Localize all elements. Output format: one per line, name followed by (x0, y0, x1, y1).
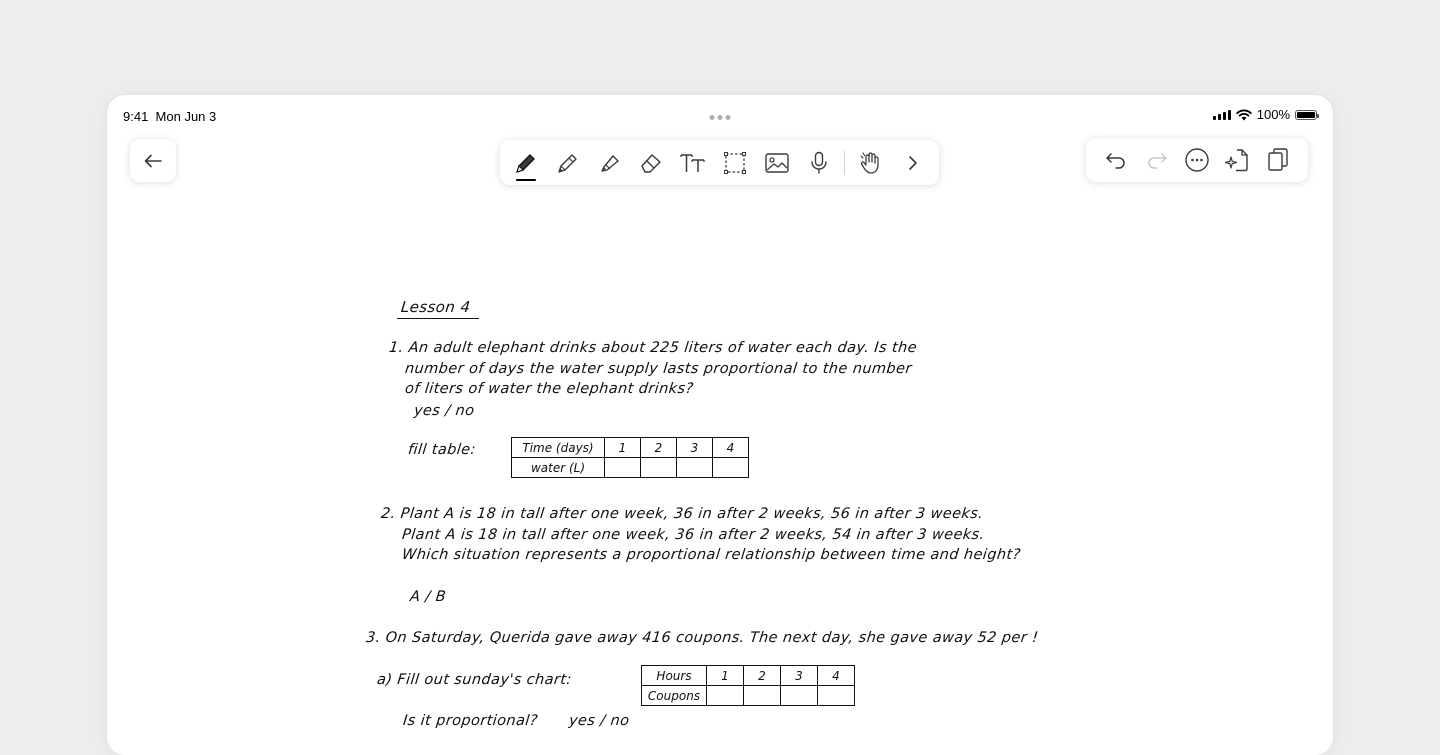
q2-answer: A / B (409, 589, 447, 605)
highlighter-tool[interactable] (594, 147, 626, 179)
table-cell: Hours (642, 666, 707, 686)
table-cell: 2 (641, 438, 677, 458)
table-cell: 3 (781, 666, 818, 686)
q3-proportional-question: Is it proportional? (402, 713, 539, 729)
table-cell: 2 (744, 666, 781, 686)
table-cell: 4 (818, 666, 855, 686)
q2-line1: 2. Plant A is 18 in tall after one week, 36 in after 2 weeks, 56 in after 3 weeks. (380, 506, 985, 522)
touch-tool[interactable] (855, 147, 887, 179)
undo-icon (1105, 150, 1127, 170)
table-cell (818, 686, 855, 706)
q2-line3: Which situation represents a proportional relationship between time and height? (401, 547, 1022, 563)
table-cell: water (L) (512, 458, 605, 478)
eraser-tool[interactable] (635, 147, 667, 179)
note-canvas[interactable] (107, 195, 1333, 755)
text-icon (679, 150, 707, 176)
drawing-toolbar (500, 140, 939, 185)
table-cell (641, 458, 677, 478)
redo-icon (1146, 150, 1168, 170)
cellular-signal-icon (1213, 109, 1231, 120)
ellipsis-icon (1184, 147, 1210, 173)
audio-tool[interactable] (803, 147, 835, 179)
arrow-left-icon (143, 153, 163, 169)
pages-button[interactable] (1262, 144, 1294, 176)
pen-icon (513, 150, 539, 176)
microphone-icon (806, 150, 832, 176)
table-cell: 3 (677, 438, 713, 458)
eraser-icon (638, 150, 664, 176)
q1-line3: of liters of water the elephant drinks? (404, 381, 695, 397)
battery-icon (1295, 110, 1317, 120)
time-text: 9:41 (123, 109, 149, 124)
wifi-icon (1236, 109, 1252, 121)
redo-button[interactable] (1141, 144, 1173, 176)
table-cell (707, 686, 744, 706)
battery-fill (1297, 112, 1315, 118)
multitasking-handle[interactable] (710, 115, 731, 120)
table-cell: Time (days) (512, 438, 605, 458)
table-row (512, 438, 749, 458)
ipad-screen (107, 95, 1333, 755)
chevron-right-icon (906, 155, 920, 171)
q3-table (641, 665, 855, 706)
date-text: Mon Jun 3 (155, 109, 217, 124)
more-tools-button[interactable] (897, 147, 929, 179)
undo-button[interactable] (1100, 144, 1132, 176)
copy-icon (1266, 147, 1290, 173)
q1-line1: 1. An adult elephant drinks about 225 liters of water each day. Is the (388, 340, 918, 356)
table-cell (605, 458, 641, 478)
table-cell (781, 686, 818, 706)
q1-answer: yes / no (413, 403, 476, 419)
q3-proportional-answer: yes / no (568, 713, 631, 729)
more-button[interactable] (1181, 144, 1213, 176)
pencil-tool[interactable] (552, 147, 584, 179)
hand-icon (858, 150, 884, 176)
lasso-tool[interactable] (719, 147, 751, 179)
table-cell: 1 (707, 666, 744, 686)
ai-document-button[interactable] (1222, 144, 1254, 176)
q3-part-a: a) Fill out sunday's chart: (376, 672, 573, 688)
q1-fill-label: fill table: (407, 442, 477, 458)
table-cell (744, 686, 781, 706)
table-cell: 1 (605, 438, 641, 458)
status-indicators (1213, 107, 1317, 122)
status-bar (107, 95, 1333, 137)
actions-toolbar (1086, 138, 1308, 182)
table-row (642, 666, 855, 686)
title-underline (397, 318, 479, 319)
table-row (512, 458, 749, 478)
back-button[interactable] (130, 139, 176, 182)
image-icon (764, 150, 790, 176)
table-cell (677, 458, 713, 478)
toolbar-divider (844, 151, 845, 175)
battery-percent: 100% (1256, 107, 1290, 122)
q3-line1: 3. On Saturday, Querida gave away 416 coupons. The next day, she gave away 52 per ! (365, 630, 1040, 646)
table-cell: 4 (713, 438, 749, 458)
q1-line2: number of days the water supply lasts proportional to the number (404, 361, 913, 377)
highlighter-icon (597, 150, 623, 176)
note-title: Lesson 4 (400, 298, 472, 316)
pencil-icon (555, 150, 581, 176)
q1-table (511, 437, 749, 478)
pen-tool[interactable] (510, 147, 542, 179)
q2-line2: Plant A is 18 in tall after one week, 36 in after 2 weeks, 54 in after 3 weeks. (401, 527, 986, 543)
image-tool[interactable] (761, 147, 793, 179)
table-cell: Coupons (642, 686, 707, 706)
status-time (123, 109, 216, 124)
selection-icon (722, 150, 748, 176)
text-tool[interactable] (677, 147, 709, 179)
table-row (642, 686, 855, 706)
sparkle-doc-icon (1225, 147, 1251, 173)
table-cell (713, 458, 749, 478)
